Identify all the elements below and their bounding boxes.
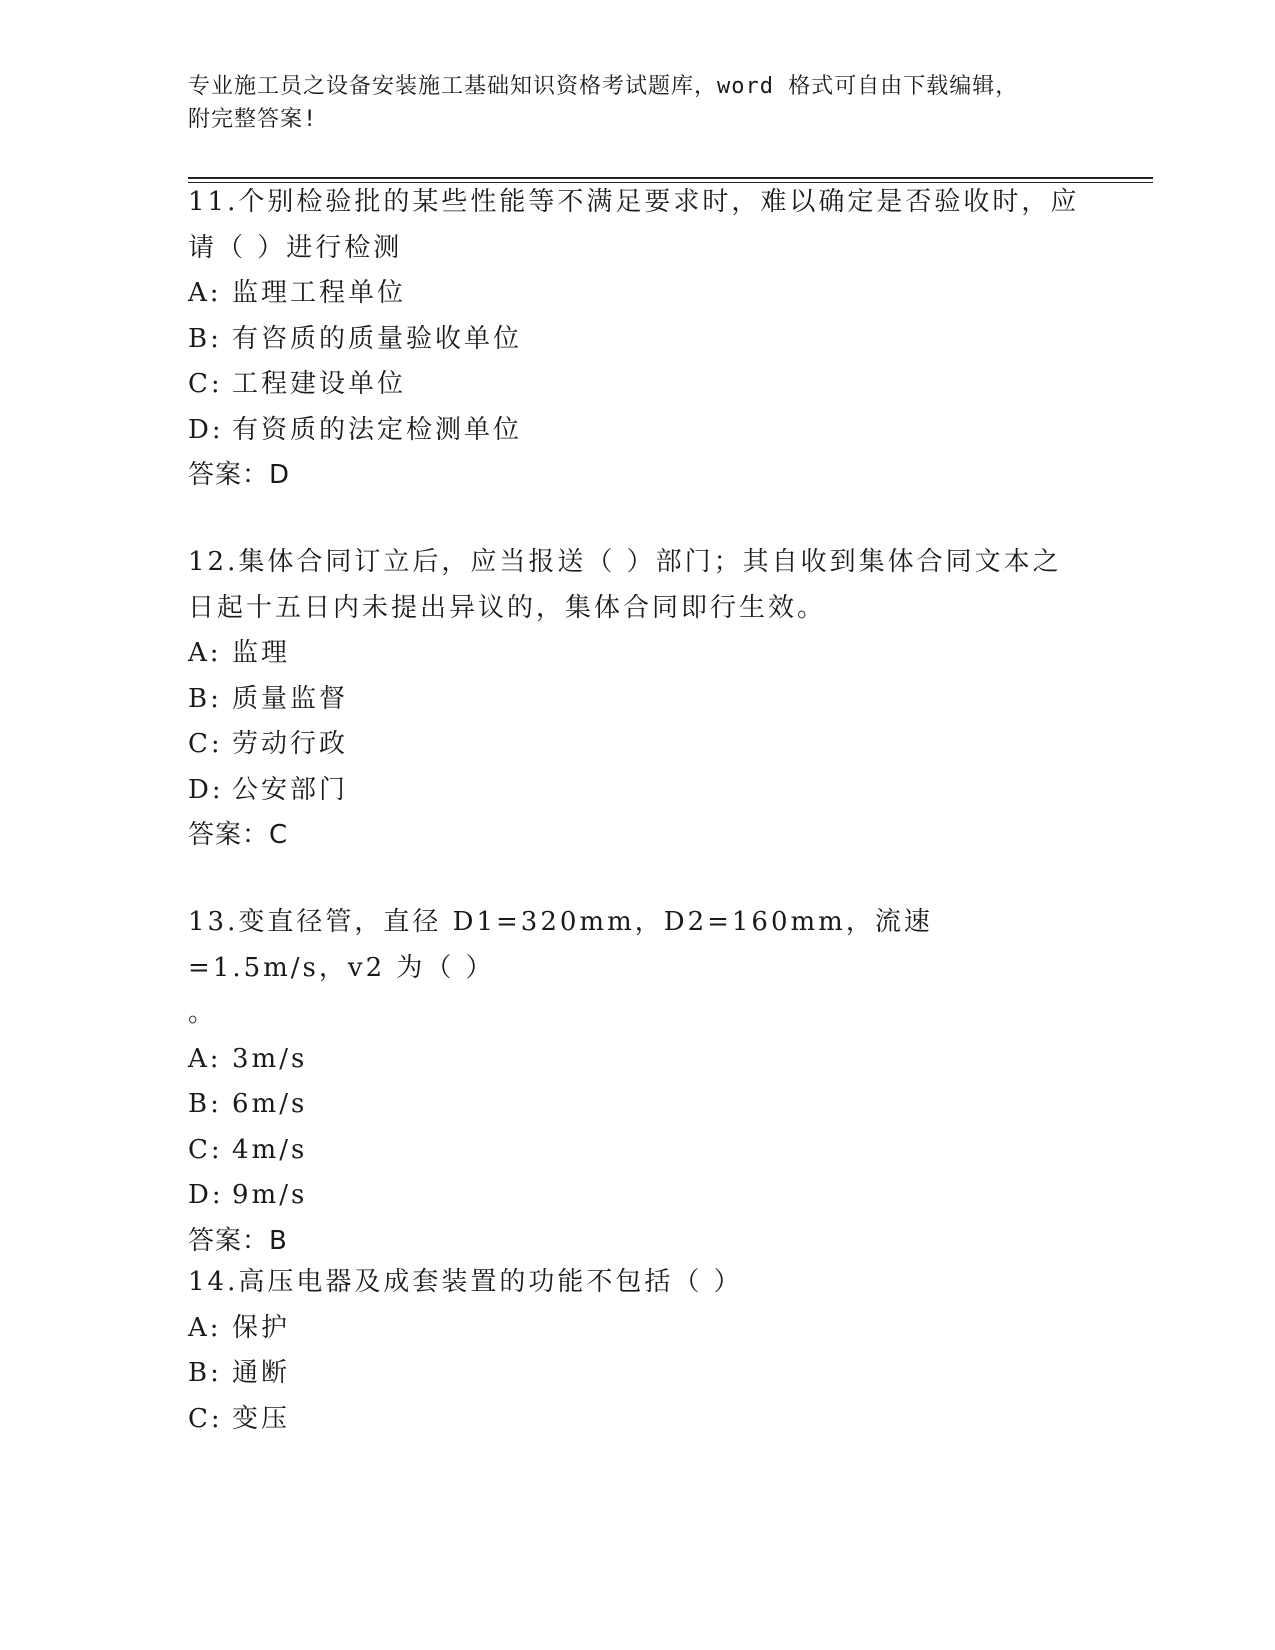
- option-text: 变压: [232, 1403, 291, 1434]
- option-letter: B:: [188, 683, 222, 714]
- answer-line: 答案：D: [188, 460, 291, 490]
- option-text: 9m/s: [232, 1180, 308, 1210]
- option-d: [188, 408, 1088, 454]
- option-letter: A:: [188, 278, 222, 308]
- option-text: 工程建设单位: [232, 369, 407, 399]
- question-12: [188, 540, 1088, 859]
- answer-line: 答案：C: [188, 820, 289, 850]
- option-letter: A:: [188, 1043, 222, 1074]
- option-b: [188, 317, 1088, 363]
- option-text: 3m/s: [232, 1043, 308, 1074]
- option-letter: A:: [188, 1312, 222, 1343]
- header-line-1: 专业施工员之设备安装施工基础知识资格考试题库，word 格式可自由下载编辑，: [188, 74, 1019, 99]
- document-page: [188, 0, 1156, 1650]
- question-stem-line-2: 。: [188, 998, 218, 1028]
- answer-line: 答案：B: [188, 1225, 288, 1256]
- option-a: [188, 1306, 1088, 1352]
- option-c: [188, 722, 1088, 768]
- option-text: 监理: [232, 638, 291, 668]
- option-b: [188, 1082, 1088, 1128]
- option-letter: B:: [188, 1089, 222, 1119]
- question-stem-line-1: 12.集体合同订立后，应当报送（ ）部门；其自收到集体合同文本之: [188, 547, 1062, 577]
- option-letter: D:: [188, 414, 224, 445]
- option-c: [188, 1128, 1088, 1174]
- question-13: [188, 900, 1088, 1264]
- option-a: [188, 1037, 1088, 1083]
- option-letter: C:: [188, 1134, 223, 1165]
- option-letter: D:: [188, 774, 224, 805]
- question-11: [188, 180, 1088, 499]
- option-d: [188, 768, 1088, 814]
- option-text: 通断: [232, 1358, 291, 1388]
- option-d: [188, 1173, 1088, 1219]
- question-stem-line-1: 13.变直径管，直径 D1=320mm，D2=160mm，流速=1.5m/s，v2 为（ ）: [188, 907, 933, 983]
- option-text: 有资质的法定检测单位: [232, 414, 523, 445]
- option-letter: B:: [188, 323, 222, 354]
- option-letter: D:: [188, 1180, 224, 1210]
- option-a: [188, 271, 1088, 317]
- option-c: [188, 1397, 1088, 1443]
- option-letter: C:: [188, 1403, 223, 1434]
- option-text: 4m/s: [232, 1134, 308, 1165]
- option-text: 6m/s: [232, 1089, 308, 1119]
- option-letter: A:: [188, 638, 222, 668]
- header-line-2: 附完整答案!: [188, 107, 318, 132]
- option-letter: C:: [188, 369, 223, 399]
- question-stem-line-2: 日起十五日内未提出异议的，集体合同即行生效。: [188, 592, 827, 623]
- option-b: [188, 1351, 1088, 1397]
- option-text: 保护: [232, 1312, 291, 1343]
- option-text: 劳动行政: [232, 729, 349, 759]
- option-a: [188, 631, 1088, 677]
- option-text: 公安部门: [232, 774, 349, 805]
- option-b: [188, 677, 1088, 723]
- question-stem-line-1: 14.高压电器及成套装置的功能不包括（ ）: [188, 1267, 743, 1297]
- question-stem-line-2: 请（ ）进行检测: [188, 232, 403, 263]
- option-letter: B:: [188, 1358, 222, 1388]
- option-text: 有咨质的质量验收单位: [232, 323, 523, 354]
- question-stem-line-1: 11.个别检验批的某些性能等不满足要求时，难以确定是否验收时，应: [188, 187, 1080, 217]
- option-text: 质量监督: [232, 683, 349, 714]
- question-14: [188, 1260, 1088, 1442]
- option-text: 监理工程单位: [232, 278, 407, 308]
- option-c: [188, 362, 1088, 408]
- document-header: [188, 70, 1068, 136]
- header-divider-thick: [188, 177, 1153, 179]
- option-letter: C:: [188, 729, 223, 759]
